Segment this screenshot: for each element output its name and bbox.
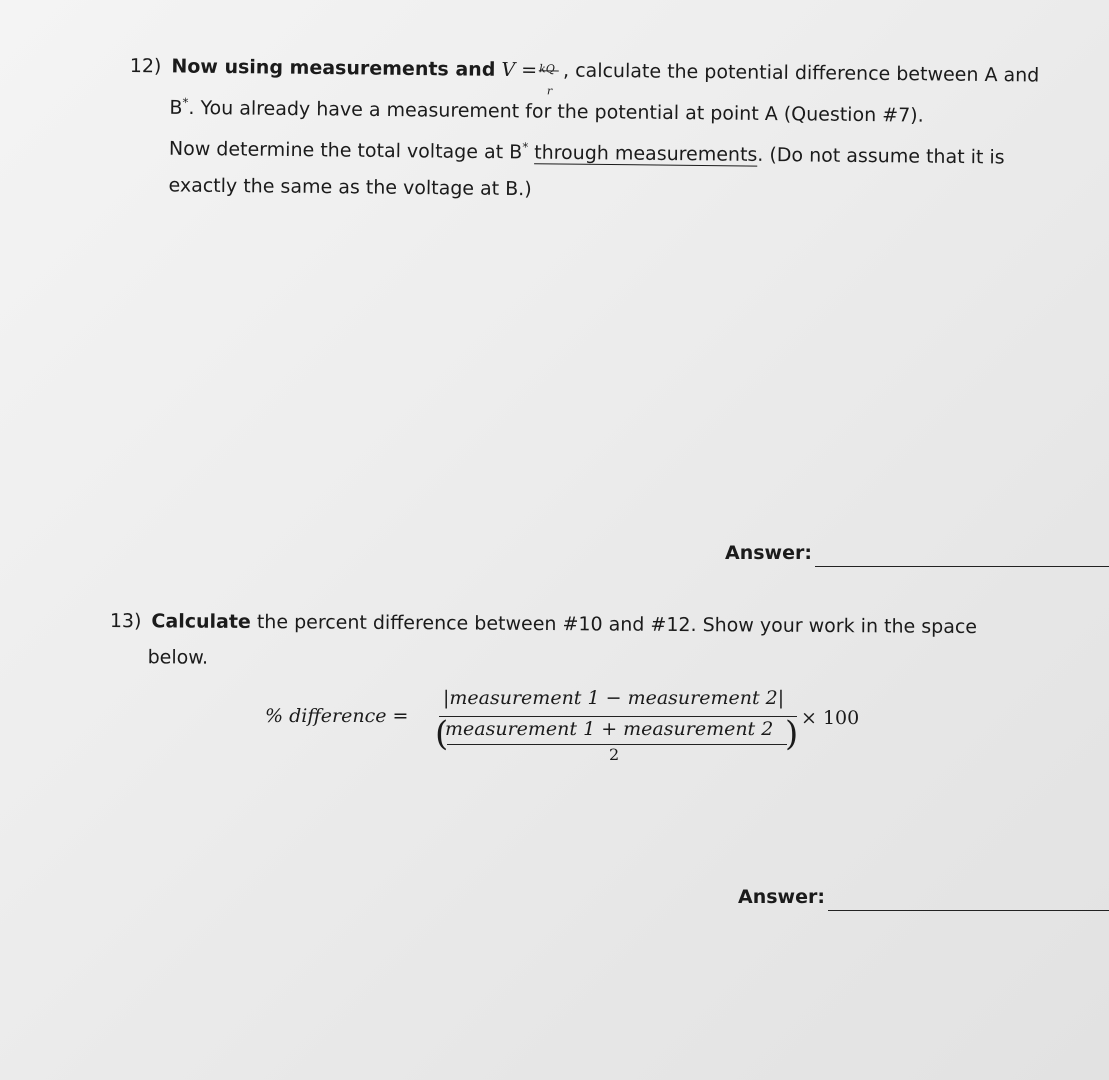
answer-label: Answer: — [738, 886, 825, 908]
question-12-intro: Now using measurements and — [171, 55, 496, 81]
question-12-line-4: exactly the same as the voltage at B.) — [168, 174, 532, 200]
question-12-line-2-rest: . You already have a measurement for the potential at point A (Question #7). — [188, 96, 924, 127]
question-13-line-2: below. — [147, 646, 209, 669]
question-13-verb: Calculate — [151, 610, 251, 633]
formula-denominator: measurement 1 + measurement 2 — [445, 718, 774, 740]
question-12-line-3-start: Now determine the total voltage at B — [168, 138, 523, 164]
star-superscript: * — [182, 95, 189, 110]
fraction-numerator: kQ — [539, 61, 555, 75]
answer-label: Answer: — [725, 542, 812, 564]
percent-difference-formula — [265, 683, 885, 773]
underlined-phrase: through measurements — [534, 141, 758, 167]
answer-13 — [738, 886, 825, 908]
formula-main-fraction-bar — [439, 716, 797, 717]
formula-lhs: % difference = — [265, 705, 409, 727]
question-13-line-1 — [110, 603, 1050, 646]
fraction-denominator: r — [546, 83, 553, 97]
question-12-number: 12) — [129, 54, 162, 78]
times-hundred: × 100 — [801, 707, 860, 729]
question-13-line-1-rest: the percent difference between #10 and #12. Show your work in the space — [256, 611, 978, 639]
question-12-line-1-rest: , calculate the potential difference between A and — [562, 59, 1040, 87]
star-superscript: * — [522, 140, 529, 155]
answer-blank-line[interactable] — [815, 566, 1109, 567]
voltage-equation-lhs: V = — [501, 58, 538, 82]
question-12-line-3-end: . (Do not assume that it is — [757, 144, 1005, 169]
kq-over-r-fraction — [539, 61, 561, 97]
left-parenthesis: ( — [435, 714, 449, 754]
question-13 — [109, 603, 1049, 682]
question-12 — [128, 48, 1070, 212]
question-13-number: 13) — [109, 609, 142, 633]
point-b: B — [169, 96, 183, 119]
answer-blank-line[interactable] — [828, 910, 1109, 911]
fraction-bar — [539, 70, 559, 71]
formula-numerator: |measurement 1 − measurement 2| — [443, 687, 785, 709]
formula-divisor: 2 — [609, 745, 620, 764]
right-parenthesis: ) — [785, 714, 799, 754]
answer-12 — [725, 542, 812, 564]
